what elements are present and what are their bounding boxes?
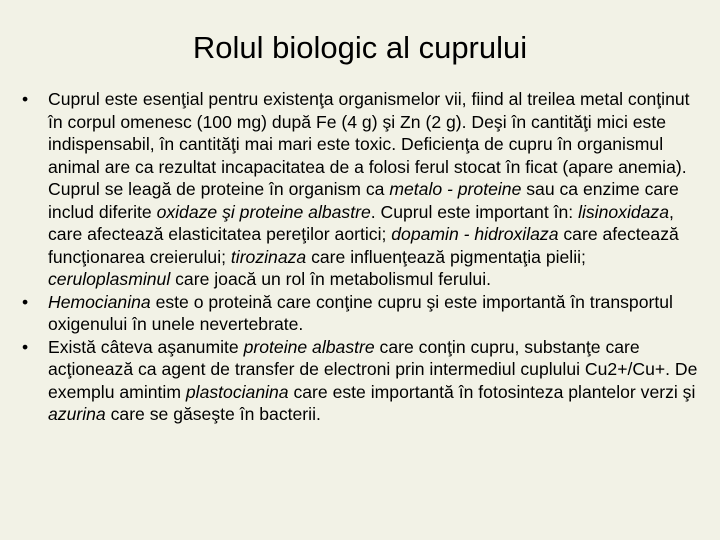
bullet-symbol: • — [22, 291, 29, 312]
bullet-text: care conţin cupru, substanţe care acţionează ca agent de transfer de electroni prin intermediul cuplului Cu2+/Cu+. De exemplu amintim — [48, 336, 698, 402]
bullet-text: Există câteva aşanumite — [48, 336, 244, 357]
italic-term: Hemocianina — [48, 291, 151, 312]
italic-term: proteine albastre — [243, 336, 375, 357]
bullet-text: Cuprul este esenţial pentru existenţa organismelor vii, fiind al treilea metal conţinut în corpul omenesc (100 mg) după Fe (4 g) şi Zn (2 g). Deşi în cantităţi mici este indispensabil, în cantităţi mai mari este toxic. Deficienţa de cupru în organismul animal are ca rezultat incapacitatea de a folosi ferul stocat în ficat (apare anemia). Cuprul se leagă de proteine în organism ca — [48, 89, 690, 199]
bullet-text: care este importantă în fotosinteza plantelor verzi şi — [288, 381, 696, 402]
bullet-text: care influenţează pigmentaţia pielii; — [306, 246, 586, 267]
bullet-text: care afectează funcţionarea creierului; — [48, 224, 679, 267]
italic-term: metalo - proteine — [389, 179, 522, 199]
italic-term: azurina — [48, 404, 106, 424]
bullet-item — [22, 291, 702, 336]
bullet-symbol: • — [22, 89, 29, 109]
italic-term: lisinoxidaza — [578, 201, 670, 222]
bullet-text: care se găseşte în bacterii. — [105, 404, 321, 424]
slide-title: Rolul biologic al cuprului — [192, 30, 528, 65]
bullet-item — [22, 88, 702, 291]
bullet-text: , care afectează elasticitatea pereţilor aortici; — [48, 201, 674, 244]
bullet-list — [22, 88, 702, 426]
bullet-text: este o proteină care conţine cupru şi este importantă în transportul oxigenului în unele nevertebrate. — [48, 291, 673, 334]
bullet-text: sau ca enzime care includ diferite — [48, 179, 679, 222]
italic-term: ceruloplasminul — [48, 269, 171, 289]
italic-term: plastocianina — [185, 381, 289, 402]
italic-term: dopamin - hidroxilaza — [391, 224, 559, 244]
bullet-text: . Cuprul este important în: — [370, 201, 579, 222]
italic-term: oxidaze şi proteine albastre — [156, 201, 371, 222]
italic-term: tirozinaza — [230, 246, 307, 267]
bullet-symbol: • — [22, 336, 29, 357]
bullet-item — [22, 336, 702, 426]
bullet-text: care joacă un rol în metabolismul ferului. — [170, 269, 492, 289]
